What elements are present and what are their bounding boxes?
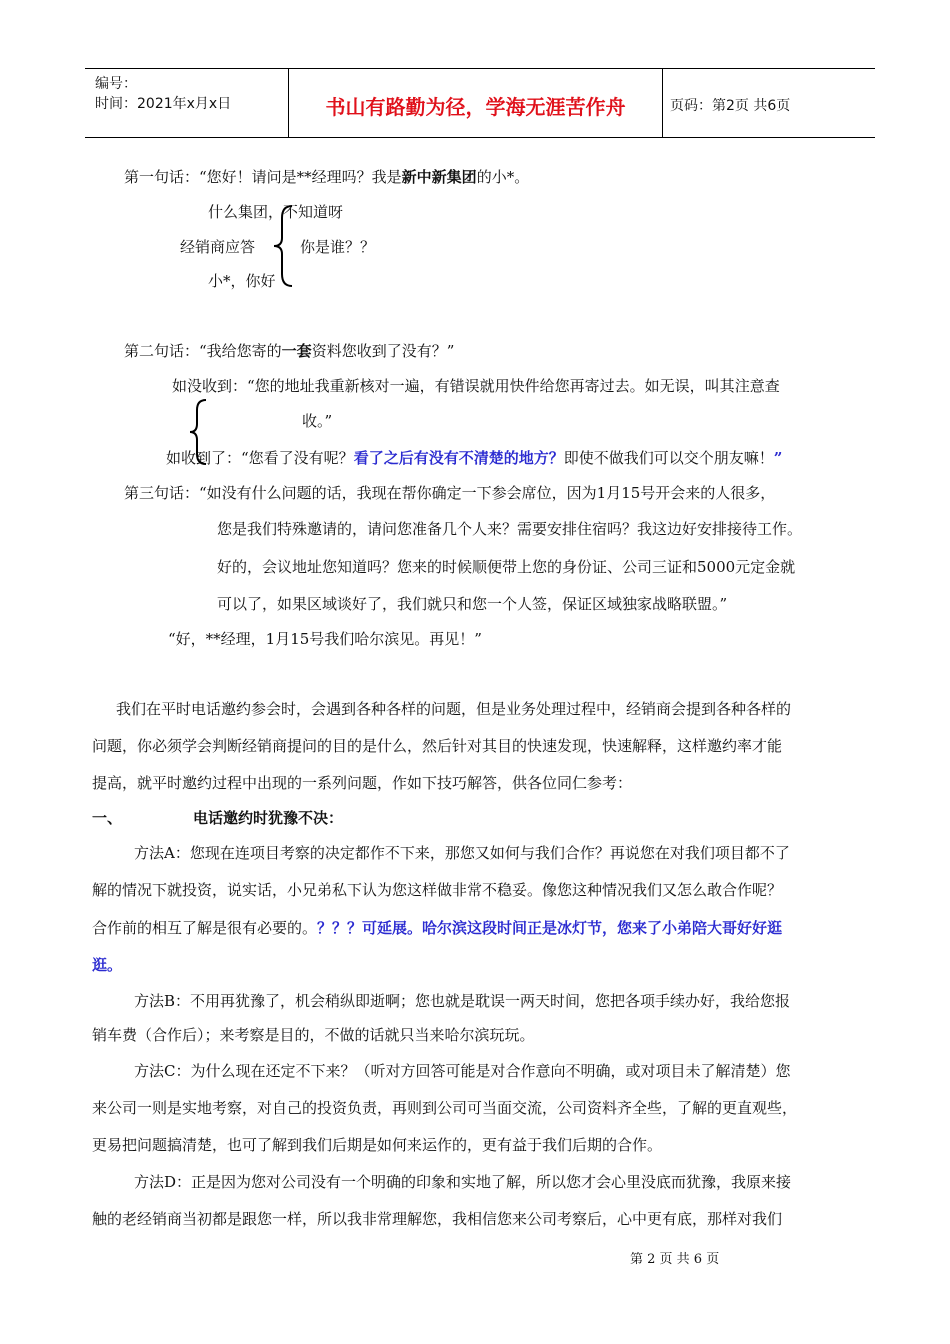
methodB-line-2: 销车费（合作后）；来考察是目的，不做的话就只当来哈尔滨玩玩。 bbox=[92, 1026, 535, 1044]
methodC-line-3: 更易把问题搞清楚，也可了解到我们后期是如何来运作的，更有益于我们后期的合作。 bbox=[92, 1136, 663, 1154]
script2-yes-label: 如收到了： bbox=[166, 449, 242, 467]
script1-label: 经销商应答 bbox=[180, 238, 256, 256]
methodD-line-2: 触的老经销商当初都是跟您一样，所以我非常理解您，我相信您来公司考察后，心中更有底，那样对我们 bbox=[92, 1210, 783, 1228]
methodD-line-1: 方法D：正是因为您对公司没有一个明确的印象和实地了解，所以您才会心里没底而犹豫，我原来接 bbox=[134, 1173, 792, 1191]
methodC-line-2: 来公司一则是实地考察，对自己的投资负责，再则到公司可当面交流，公司资料齐全些，了解的更直观些， bbox=[92, 1099, 798, 1117]
page-info: 页码：第2页 共6页 bbox=[670, 98, 791, 114]
script2-no-text2: 收。” bbox=[302, 412, 333, 430]
script2-line-bold: 一套 bbox=[281, 342, 312, 360]
header-motto-cell bbox=[288, 69, 663, 137]
methodA-line-3-a: 合作前的相互了解是很有必要的。 bbox=[92, 919, 318, 937]
methodA-line-2: 解的情况下就投资，说实话，小兄弟私下认为您这样做非常不稳妥。像您这种情况我们又怎么敢合作呢？ bbox=[92, 881, 783, 899]
header-right-cell bbox=[662, 69, 875, 137]
intro-line-3: 提高，就平时邀约过程中出现的一系列问题，作如下技巧解答，供各位同仁参考： bbox=[92, 774, 633, 792]
script1-line bbox=[124, 170, 529, 185]
script2-no-row bbox=[172, 379, 780, 394]
methodB-line-1: 方法B：不用再犹豫了，机会稍纵即逝啊；您也就是耽误一两天时间，您把各项手续办好，我给您报 bbox=[134, 992, 791, 1010]
script2-line bbox=[124, 344, 454, 359]
methodA-line-4: 逛。 bbox=[92, 956, 123, 974]
script3-line-3: 好的，会议地址您知道吗？您来的时候顺便带上您的身份证、公司三证和5000元定金就 bbox=[217, 558, 796, 576]
script2-yes-text-blue: 看了之后有没有不清楚的地方？ bbox=[353, 449, 564, 467]
script3-line-4: 可以了，如果区域谈好了，我们就只和您一个人签，保证区域独家战略联盟。” bbox=[217, 595, 728, 613]
script2-yes-text-b: 即使不做我们可以交个朋友嘛！ bbox=[563, 449, 774, 467]
script2-yes-text-a: “您看了没有呢？ bbox=[241, 449, 354, 467]
script3-line-1: 第三句话：“如没有什么问题的话，我现在帮你确定一下参会席位，因为1月15号开会来的人很多， bbox=[124, 484, 776, 502]
motto: 书山有路勤为径，学海无涯苦作舟 bbox=[325, 95, 626, 119]
script1-line-end: 的小*。 bbox=[476, 168, 530, 186]
script2-no-label: 如没收到： bbox=[172, 377, 248, 395]
script2-line-b: 资料您收到了没有？” bbox=[311, 342, 455, 360]
script1-brace-icon bbox=[272, 204, 296, 288]
script1-option-2: 你是谁？？ bbox=[300, 238, 376, 256]
methodA-line-3-blue: ？？？可延展。哈尔滨这段时间正是冰灯节，您来了小弟陪大哥好好逛 bbox=[317, 919, 783, 937]
header-table bbox=[85, 68, 875, 138]
script2-yes-text-end: ” bbox=[773, 449, 783, 467]
methodA-line-1: 方法A：您现在连项目考察的决定都作不下来，那您又如何与我们合作？再说您在对我们项目都不了 bbox=[134, 844, 790, 862]
intro-line-1: 我们在平时电话邀约参会时，会遇到各种各样的问题，但是业务处理过程中，经销商会提到各种各样的 bbox=[116, 700, 792, 718]
section1-title: 电话邀约时犹豫不决： bbox=[193, 809, 344, 827]
page-footer: 第 2 页 共 6 页 bbox=[630, 1252, 720, 1267]
script1-option-1: 什么集团，不知道呀 bbox=[208, 203, 344, 221]
time-label: 时间：2021年x月x日 bbox=[95, 96, 232, 112]
script1-company: 新中新集团 bbox=[401, 168, 477, 186]
methodC-line-1: 方法C：为什么现在还定不下来？（听对方回答可能是对合作意向不明确，或对项目未了解清楚）您 bbox=[134, 1062, 791, 1080]
script2-brace-icon bbox=[188, 398, 210, 466]
script2-no-text: “您的地址我重新核对一遍，有错误就用快件给您再寄过去。如无误，叫其注意查 bbox=[247, 377, 780, 395]
methodA-line-3 bbox=[92, 921, 782, 936]
script3-line-2: 您是我们特殊邀请的，请问您准备几个人来？需要安排住宿吗？我这边好安排接待工作。 bbox=[217, 520, 803, 538]
section1-number: 一、 bbox=[92, 809, 123, 827]
header-left-cell bbox=[85, 69, 288, 137]
script1-line-text: 第一句话：“您好！请问是**经理吗？我是 bbox=[124, 168, 402, 186]
script3-line-5: “好，**经理，1月15号我们哈尔滨见。再见！” bbox=[168, 630, 482, 648]
intro-line-2: 问题，你必须学会判断经销商提问的目的是什么，然后针对其目的快速发现，快速解释，这样邀约率才能 bbox=[92, 737, 783, 755]
serial-label: 编号： bbox=[95, 76, 137, 92]
script2-line-a: 第二句话：“我给您寄的 bbox=[124, 342, 282, 360]
script1-option-3: 小*，你好 bbox=[208, 272, 276, 290]
script2-yes-row bbox=[166, 451, 782, 466]
